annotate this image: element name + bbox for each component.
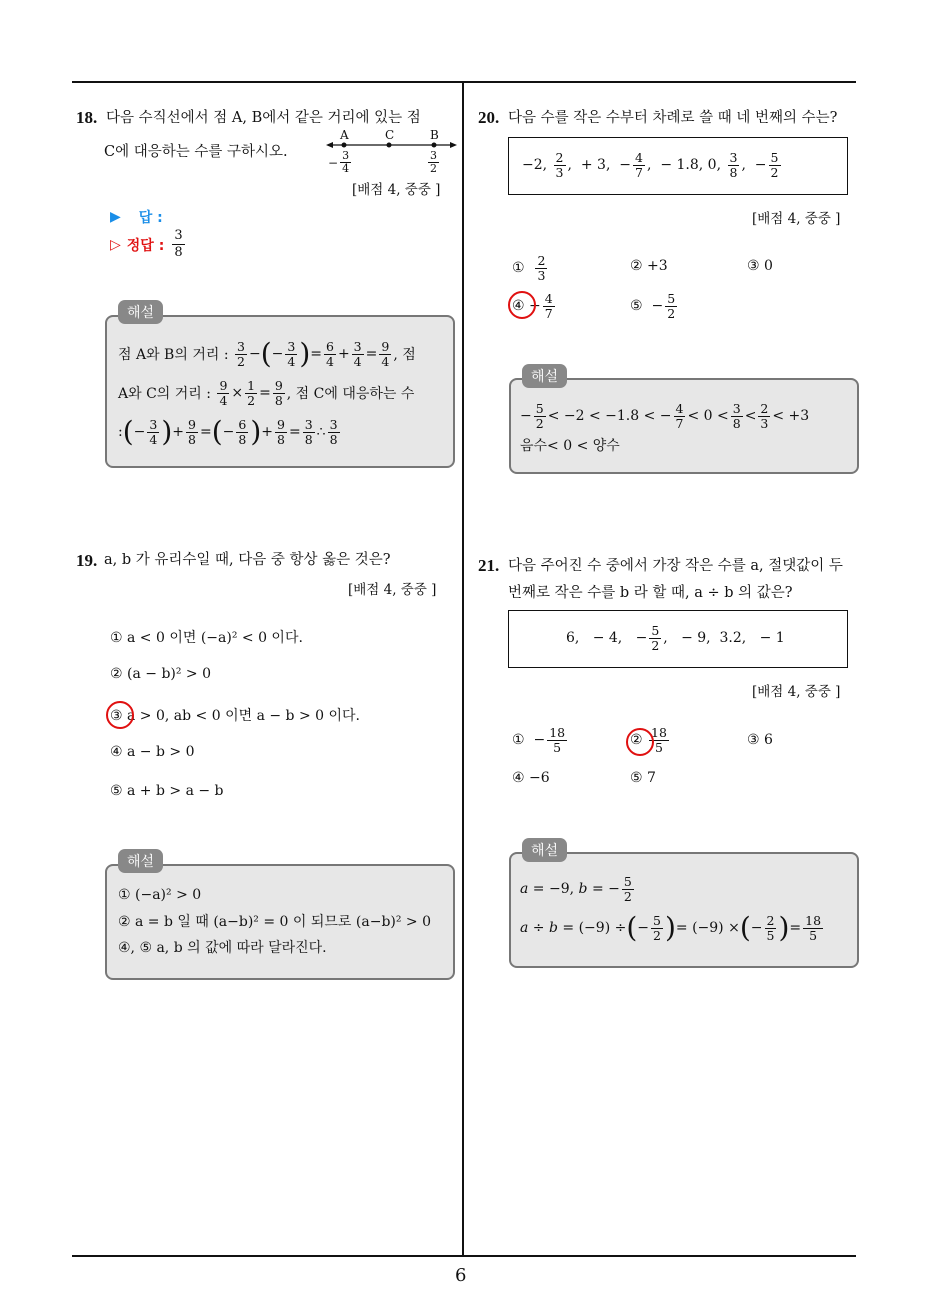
- q18-answer-row: [110, 207, 163, 227]
- q21-explanation-content: [520, 870, 825, 948]
- q19-text: a, b 가 유리수일 때, 다음 중 항상 옳은 것은?: [104, 552, 391, 568]
- q20-numbers: −2, $\frac{2}{3}$ , + 3, − $\frac{4}{7}$ , − 1.8, 0, $\frac{3}{8}$ , − $\frac{5}{2}$: [522, 149, 779, 180]
- point-c-label: C: [385, 128, 395, 142]
- q19-explanation-content: [118, 882, 431, 960]
- q21-choice-2[interactable]: ② $\frac{18}{5}$: [630, 724, 667, 755]
- point-a-value: − $\frac{3}{4}$: [328, 149, 350, 175]
- q20-choice-1[interactable]: ① $\frac{2}{3}$: [512, 252, 546, 283]
- top-rule: [72, 81, 856, 83]
- q19-answer-circle: [106, 701, 134, 729]
- q18-correct-row: [110, 228, 187, 261]
- q19-number: 19.: [76, 551, 98, 570]
- correct-answer: $\frac{3}{8}$: [174, 228, 183, 260]
- exp-line-1: 점 A와 B의 거리 : $\frac{3}{2}$ − ( − $\frac{3}{4}$ ) = $\frac{6}{4}$ + $\frac{3}{4}$ = $\frac{9}{4}$ , 점: [118, 337, 416, 370]
- q18-number-line: [326, 128, 458, 178]
- q21-choice-4[interactable]: ④ −6: [512, 770, 550, 786]
- q20-text: 다음 수를 작은 수부터 차례로 쓸 때 네 번째의 수는?: [508, 110, 838, 126]
- q19-choice-1[interactable]: ① a < 0 이면 (−a)² < 0 이다.: [110, 630, 303, 646]
- q21-numbers: 6, − 4, − $\frac{5}{2}$ , − 9, 3.2, − 1: [566, 622, 785, 653]
- play-icon: ▶: [110, 209, 121, 225]
- q18-number: 18.: [76, 108, 98, 127]
- q19-choice-5[interactable]: ⑤ a + b > a − b: [110, 783, 224, 799]
- q18-explanation-content: [118, 333, 448, 453]
- q20-answer-circle: [508, 291, 536, 319]
- q21-text-line2: 번째로 작은 수를 b 라 할 때, a ÷ b 의 값은?: [508, 585, 793, 601]
- play-outline-icon: ▷: [110, 236, 121, 253]
- answer-label: 답 :: [138, 210, 163, 226]
- q21-meta: [배점 4, 중중 ]: [752, 684, 841, 700]
- q19-meta: [배점 4, 중중 ]: [348, 582, 437, 598]
- q21-choice-1[interactable]: ① − $\frac{18}{5}$: [512, 724, 566, 755]
- exp-line-1: ① (−a)² > 0: [118, 887, 202, 903]
- q20-choice-4[interactable]: ④ − $\frac{4}{7}$: [512, 290, 553, 321]
- q20-explanation-content: [520, 396, 809, 454]
- exp-line-3: : ( − $\frac{3}{4}$ ) + $\frac{9}{8}$ = ( − $\frac{6}{8}$ ) + $\frac{9}{8}$ = $\frac{3}{8}$ ∴ $\frac{3}{8}$: [118, 415, 338, 448]
- q18-text-line2: C에 대응하는 수를 구하시오.: [104, 144, 288, 160]
- q20-number: 20.: [478, 108, 500, 127]
- q19-choice-4[interactable]: ④ a − b > 0: [110, 744, 195, 760]
- column-divider: [462, 82, 464, 1257]
- point-a-label: A: [340, 128, 349, 142]
- q18-explanation-tab: 해설: [118, 300, 163, 324]
- q21-answer-circle: [626, 728, 654, 756]
- exp-line-2: a ÷ b = (−9) ÷ ( − $\frac{5}{2}$ ) = (−9) × ( − $\frac{2}{5}$ ) = $\frac{18}{5}$: [520, 911, 822, 944]
- q20-explanation-tab: 해설: [522, 364, 567, 388]
- correct-label: 정답 :: [126, 237, 165, 254]
- exp-line-2: 음수< 0 < 양수: [520, 438, 620, 454]
- q21-choice-5[interactable]: ⑤ 7: [630, 770, 656, 786]
- exp-line-1: − $\frac{5}{2}$ < −2 < −1.8 < − $\frac{4}{7}$ < 0 < $\frac{3}{8}$ < $\frac{2}{3}$ < +3: [520, 400, 810, 431]
- q18-text-line1: 다음 수직선에서 점 A, B에서 같은 거리에 있는 점: [106, 110, 421, 126]
- exp-line-3: ④, ⑤ a, b 의 값에 따라 달라진다.: [118, 940, 327, 956]
- q18-meta: [배점 4, 중중 ]: [352, 182, 441, 198]
- q20-choice-3[interactable]: ③ 0: [747, 258, 773, 274]
- exp-line-2: A와 C의 거리 : $\frac{9}{4}$ × $\frac{1}{2}$ = $\frac{9}{8}$ , 점 C에 대응하는 수: [118, 377, 415, 408]
- exp-line-2: ② a = b 일 때 (a−b)² = 0 이 되므로 (a−b)² > 0: [118, 914, 432, 930]
- point-b-label: B: [430, 128, 439, 142]
- q20-meta: [배점 4, 중중 ]: [752, 211, 841, 227]
- bottom-rule: [72, 1255, 856, 1257]
- page-number: 6: [455, 1265, 467, 1286]
- q19-choice-3[interactable]: ③ a > 0, ab < 0 이면 a − b > 0 이다.: [110, 708, 361, 724]
- q19-choice-2[interactable]: ② (a − b)² > 0: [110, 666, 212, 682]
- q20-choice-5[interactable]: ⑤ − $\frac{5}{2}$: [630, 290, 676, 321]
- q19-explanation-tab: 해설: [118, 849, 163, 873]
- point-b-value: $\frac{3}{2}$: [430, 149, 437, 175]
- q21-choice-3[interactable]: ③ 6: [747, 732, 773, 748]
- q21-number: 21.: [478, 556, 500, 575]
- q21-text-line1: 다음 주어진 수 중에서 가장 작은 수를 a, 절댓값이 두: [508, 558, 843, 574]
- q21-explanation-tab: 해설: [522, 838, 567, 862]
- q20-choice-2[interactable]: ② +3: [630, 258, 668, 274]
- exp-line-1: a = −9, b = − $\frac{5}{2}$: [520, 873, 632, 904]
